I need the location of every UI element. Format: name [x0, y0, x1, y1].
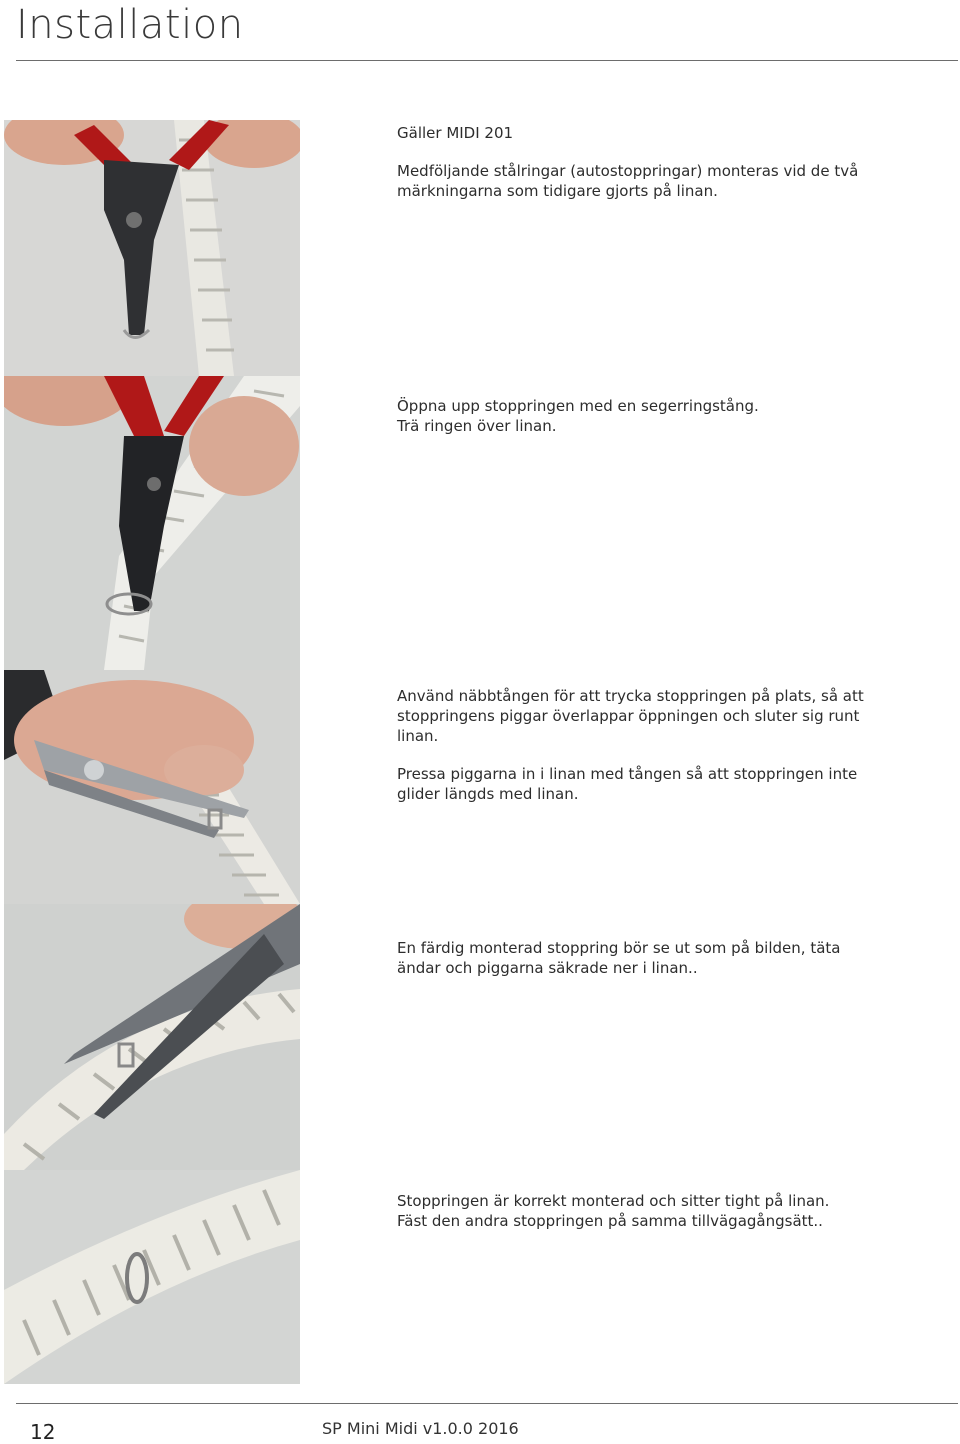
photo-ring-close-up — [4, 1170, 300, 1384]
photo-ring-threaded — [4, 376, 300, 670]
photo-pressing-ring — [4, 670, 300, 904]
step-4-paragraph-1: En färdig monterad stoppring bör se ut som på bilden, täta ändar och piggarna säkrade ner i linan.. — [397, 939, 841, 977]
page-number: 12 — [30, 1420, 56, 1444]
photo-circlip-pliers-open — [4, 120, 300, 376]
step-5-text — [397, 1191, 877, 1249]
step-1-text — [397, 123, 877, 219]
page-title: Installation — [16, 2, 244, 48]
step-3-paragraph-2: Pressa piggarna in i linan med tången så att stoppringen inte glider längds med linan. — [397, 765, 858, 803]
step-2-paragraph-1: Öppna upp stoppringen med en segerringstång. Trä ringen över linan. — [397, 397, 759, 435]
step-3-text — [397, 686, 877, 822]
step-1-paragraph-1: Gäller MIDI 201 — [397, 124, 514, 142]
photo-finished-ring — [4, 904, 300, 1170]
header-divider — [16, 60, 958, 61]
footer-divider — [16, 1403, 958, 1404]
step-2-text — [397, 396, 877, 454]
step-3-paragraph-1: Använd näbbtången för att trycka stoppringen på plats, så att stoppringens piggar överlappar öppningen och sluter sig runt linan. — [397, 687, 864, 745]
step-1-paragraph-2: Medföljande stålringar (autostoppringar) monteras vid de två märkningarna som tidigare gjorts på linan. — [397, 162, 859, 200]
step-4-text — [397, 938, 877, 996]
step-5-paragraph-1: Stoppringen är korrekt monterad och sitter tight på linan. Fäst den andra stoppringen på samma tillvägagångsätt.. — [397, 1192, 830, 1230]
document-name: SP Mini Midi v1.0.0 2016 — [322, 1419, 519, 1438]
